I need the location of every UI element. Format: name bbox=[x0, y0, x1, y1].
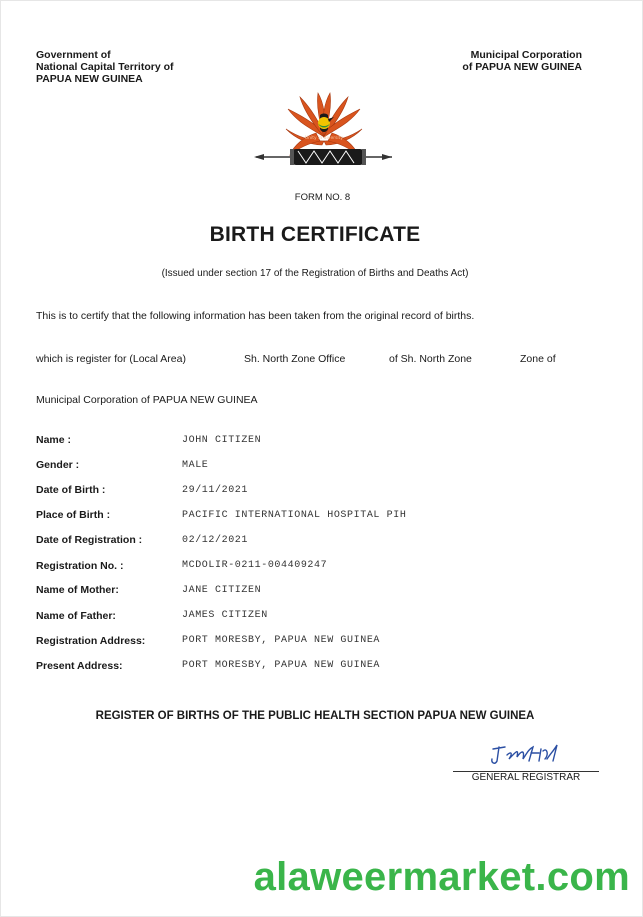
certificate-title: BIRTH CERTIFICATE bbox=[209, 223, 421, 246]
field-label-present-address: Present Address: bbox=[36, 660, 123, 672]
field-label-place-of-birth: Place of Birth : bbox=[36, 509, 111, 521]
issuer-line: Municipal Corporation bbox=[470, 49, 582, 61]
field-value-mother-name: JANE CITIZEN bbox=[182, 585, 262, 596]
register-area-label: which is register for (Local Area) bbox=[36, 353, 186, 365]
register-zone-of-label: Zone of bbox=[520, 353, 556, 365]
field-value-gender: MALE bbox=[182, 460, 209, 471]
register-office-value: Sh. North Zone Office bbox=[244, 353, 346, 365]
png-national-emblem-icon bbox=[254, 89, 394, 181]
issuer-line: Government of bbox=[36, 49, 111, 61]
field-value-name: JOHN CITIZEN bbox=[182, 435, 262, 446]
field-label-registration-no: Registration No. : bbox=[36, 560, 124, 572]
field-label-date-of-birth: Date of Birth : bbox=[36, 484, 106, 496]
field-value-date-of-birth: 29/11/2021 bbox=[182, 485, 249, 496]
issuer-municipal-heading bbox=[462, 49, 582, 73]
register-footer-heading: REGISTER OF BIRTHS OF THE PUBLIC HEALTH SECTION PAPUA NEW GUINEA bbox=[95, 710, 535, 722]
handwritten-signature-icon bbox=[489, 741, 561, 767]
field-label-gender: Gender : bbox=[36, 459, 80, 471]
field-label-mother-name: Name of Mother: bbox=[36, 584, 119, 596]
field-value-father-name: JAMES CITIZEN bbox=[182, 610, 268, 621]
issued-under-statement: (Issued under section 17 of the Registration of Births and Deaths Act) bbox=[161, 268, 469, 279]
municipal-corporation-line: Municipal Corporation of PAPUA NEW GUINEA bbox=[36, 394, 258, 406]
field-label-registration-address: Registration Address: bbox=[36, 635, 146, 647]
certification-statement: This is to certify that the following information has been taken from the original record of births. bbox=[36, 310, 475, 322]
field-label-date-of-registration: Date of Registration : bbox=[36, 534, 143, 546]
emblem-motto: Unity in diversity bbox=[304, 136, 344, 141]
issuer-line: National Capital Territory of bbox=[36, 61, 174, 73]
issuer-government-heading bbox=[36, 49, 174, 85]
field-value-present-address: PORT MORESBY, PAPUA NEW GUINEA bbox=[182, 660, 381, 671]
field-label-name: Name : bbox=[36, 434, 72, 446]
register-zone-value: of Sh. North Zone bbox=[389, 353, 472, 365]
field-value-registration-address: PORT MORESBY, PAPUA NEW GUINEA bbox=[182, 635, 381, 646]
field-value-date-of-registration: 02/12/2021 bbox=[182, 535, 249, 546]
form-number: FORM NO. 8 bbox=[294, 192, 351, 203]
field-label-father-name: Name of Father: bbox=[36, 610, 116, 622]
signatory-role: GENERAL REGISTRAR bbox=[471, 772, 581, 783]
field-value-place-of-birth: PACIFIC INTERNATIONAL HOSPITAL PIH bbox=[182, 510, 407, 521]
issuer-line: PAPUA NEW GUINEA bbox=[36, 73, 143, 85]
site-watermark: alaweermarket.com bbox=[253, 855, 630, 899]
issuer-line: of PAPUA NEW GUINEA bbox=[462, 61, 582, 73]
field-value-registration-no: MCDOLIR-0211-004409247 bbox=[182, 560, 328, 571]
